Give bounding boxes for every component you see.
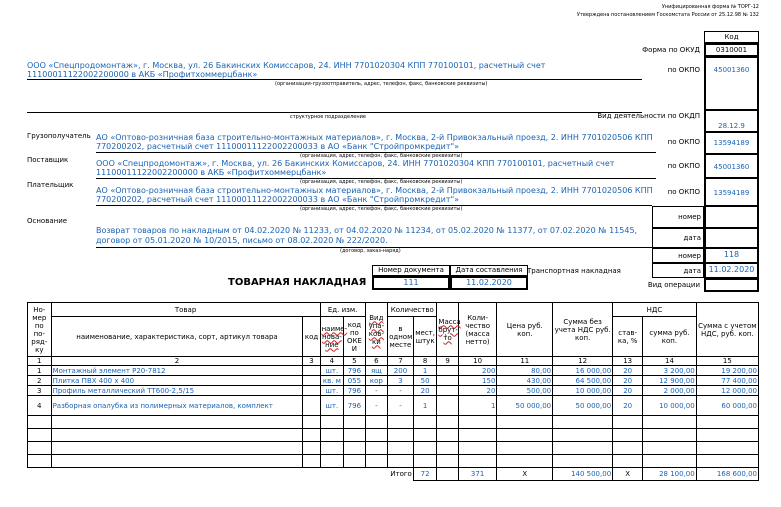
payer-text: АО «Оптово-розничная база строительно-монтажных материалов», г. Москва, 2-й Привокзальный проезд, 2. ИНН 7701020506 КПП 770200202, расчетный счет 11100011122002200033 в АО «Банк "Стройпромкредит"» <box>96 186 653 204</box>
cell-okei: 055 <box>344 376 365 386</box>
cell-rate: 20 <box>613 376 643 386</box>
operation-label: Вид операции <box>647 281 700 289</box>
cell-places: 1 <box>413 396 437 416</box>
h-num: Но-мер по по-ряд-ку <box>28 303 52 357</box>
okpo-payer-value: 13594189 <box>713 189 750 197</box>
cell-unit: шт. <box>320 396 344 416</box>
cell-price: 50 000,00 <box>497 396 553 416</box>
total-total: 168 600,00 <box>696 468 758 481</box>
cell-rate: 20 <box>613 366 643 376</box>
h-price: Цена руб. коп. <box>497 303 553 357</box>
col-num-10: 10 <box>458 357 497 366</box>
cell-vat: 2 000,00 <box>643 386 697 396</box>
doc-date-header-cell <box>450 265 528 276</box>
h-goods-name: наименование, характеристика, сорт, артикул товара <box>51 317 303 357</box>
okdp-value: 28.12.9 <box>718 122 745 130</box>
col-num-14: 14 <box>643 357 697 366</box>
table-row <box>28 396 759 416</box>
cell-okei: 796 <box>344 396 365 416</box>
cell-places: 20 <box>413 386 437 396</box>
cell-code <box>303 366 320 376</box>
h-qty: Количество <box>388 303 437 317</box>
cell-total: 77 400,00 <box>696 376 758 386</box>
cell-name: Профиль металлический ТТ600-2,5/15 <box>51 386 303 396</box>
okud-cell <box>704 43 759 57</box>
cell-one: 3 <box>388 376 414 386</box>
cell-sum: 16 000,00 <box>553 366 613 376</box>
okud-value: 0310001 <box>715 46 748 54</box>
cell-name: Монтажный элемент Р20-7812 <box>51 366 303 376</box>
okdp-label: Вид деятельности по ОКДП <box>597 112 700 120</box>
okpo-supplier-cell <box>704 154 759 178</box>
cell-gross <box>437 366 458 376</box>
table-row <box>28 376 759 386</box>
document-title: ТОВАРНАЯ НАКЛАДНАЯ <box>228 277 367 288</box>
total-vat: 28 100,00 <box>643 468 697 481</box>
okpo-shipper-cell <box>704 57 759 110</box>
col-num-8: 8 <box>413 357 437 366</box>
h-sum-novat: Сумма без учета НДС руб. коп. <box>553 303 613 357</box>
okdp-cell <box>704 110 759 132</box>
shipper-caption: (организация-грузоотправитель, адрес, телефон, факс, банковские реквизиты) <box>275 81 488 87</box>
h-unit-name-text: наиме-нова-ние <box>321 324 348 349</box>
transport-number-value: 118 <box>723 250 740 259</box>
okpo-payer-cell <box>704 178 759 206</box>
empty-row <box>28 416 759 429</box>
payer-caption: (организация, адрес, телефон, факс, банковские реквизиты) <box>300 206 463 212</box>
cell-places: 1 <box>413 366 437 376</box>
cell-n: 4 <box>28 396 52 416</box>
transport-number-cell <box>704 248 759 263</box>
cell-name: Плитка ПВХ 400 х 400 <box>51 376 303 386</box>
basis-caption: (договор, заказ-наряд) <box>340 248 401 254</box>
shipper-text: ООО «Спецпродомонтаж», г. Москва, ул. 26 Бакинских Комиссаров, 24. ИНН 7701020304 КПП 770100101, расчетный счет 11100011122002200000 в АКБ «Профитхоммерцбанк» <box>27 61 546 79</box>
column-numbers-row <box>28 357 759 366</box>
cell-price: 500,00 <box>497 386 553 396</box>
cell-unit: шт. <box>320 366 344 376</box>
doc-number: 111 <box>403 278 419 287</box>
doc-date: 11.02.2020 <box>466 278 512 287</box>
h-vat-rate: став-ка, % <box>613 317 643 357</box>
basis-date-cell <box>704 228 759 248</box>
basis-text: Возврат товаров по накладным от 04.02.2020 № 11233, от 04.02.2020 № 11234, от 05.02.2020 № 11377, от 07.02.2020 № 11545, договор от 05.01.2020 № 10/2015, письмо от 08.02.2020 № 222/2020. <box>96 226 638 245</box>
cell-sum: 10 000,00 <box>553 386 613 396</box>
transport-label: Транспортная накладная <box>527 267 621 275</box>
table-row <box>28 366 759 376</box>
h-unit-okei: код по ОКЕ И <box>344 317 365 357</box>
form-header-line1: Унифицированная форма № ТОРГ-12 <box>661 4 759 10</box>
col-num-12: 12 <box>553 357 613 366</box>
cell-code <box>303 396 320 416</box>
cell-one: - <box>388 396 414 416</box>
doc-date-header: Дата составления <box>455 266 523 274</box>
cell-pack: - <box>365 396 388 416</box>
empty-row <box>28 455 759 468</box>
col-num-2: 2 <box>51 357 303 366</box>
supplier-label: Поставщик <box>27 156 69 164</box>
cell-total: 12 000,00 <box>696 386 758 396</box>
cell-net: 150 <box>458 376 497 386</box>
h-vat: НДС <box>613 303 697 317</box>
basis-date-label-cell <box>652 228 704 248</box>
operation-cell <box>704 278 759 292</box>
cell-net: 1 <box>458 396 497 416</box>
h-unit: Ед. изм. <box>320 303 365 317</box>
table-row <box>28 386 759 396</box>
basis-number-label-cell <box>652 206 704 228</box>
total-net: 371 <box>458 468 497 481</box>
okud-label: Форма по ОКУД <box>642 46 700 54</box>
cell-code <box>303 376 320 386</box>
okpo-payer-label: по ОКПО <box>667 188 700 196</box>
col-num-6: 6 <box>365 357 388 366</box>
col-num-3: 3 <box>303 357 320 366</box>
col-num-1: 1 <box>28 357 52 366</box>
cell-net: 20 <box>458 386 497 396</box>
cell-total: 19 200,00 <box>696 366 758 376</box>
cell-sum: 50 000,00 <box>553 396 613 416</box>
consignee-label: Грузополучатель <box>27 132 91 140</box>
h-total: Сумма с учетом НДС, руб. коп. <box>696 303 758 357</box>
consignee-text: АО «Оптово-розничная база строительно-монтажных материалов», г. Москва, 2-й Привокзальный проезд, 2. ИНН 7701020506 КПП 770200202, расчетный счет 11100011122002200033 в АО «Банк "Стройпромкредит"» <box>96 133 653 151</box>
cell-price: 430,00 <box>497 376 553 386</box>
total-gross <box>437 468 458 481</box>
doc-number-cell <box>372 276 450 290</box>
totals-row <box>28 468 759 481</box>
table-rows <box>28 366 759 416</box>
basis-label: Основание <box>27 217 68 225</box>
transport-date-cell <box>704 263 759 278</box>
empty-row <box>28 442 759 455</box>
transport-number-label: номер <box>678 252 701 260</box>
cell-vat: 3 200,00 <box>643 366 697 376</box>
goods-table <box>27 302 759 481</box>
total-places: 72 <box>413 468 437 481</box>
h-gross <box>437 303 461 357</box>
cell-okei: 796 <box>344 366 365 376</box>
col-num-11: 11 <box>497 357 553 366</box>
transport-date-value: 11.02.2020 <box>708 265 755 274</box>
cell-rate: 20 <box>613 386 643 396</box>
cell-pack: - <box>365 386 388 396</box>
supplier-text: ООО «Спецпродомонтаж», г. Москва, ул. 26 Бакинских Комиссаров, 24. ИНН 7701020304 КПП 770100101, расчетный счет 11100011122002200000 в АКБ «Профитхоммерцбанк» <box>96 159 615 177</box>
total-rate: Х <box>613 468 643 481</box>
h-goods: Товар <box>51 303 320 317</box>
h-pack <box>365 303 388 357</box>
doc-date-cell <box>450 276 528 290</box>
form-header-line2: Утверждена постановлением Госкомстата России от 25.12.98 № 132 <box>576 12 759 18</box>
okpo-shipper-value: 45001360 <box>713 66 750 74</box>
cell-total: 60 000,00 <box>696 396 758 416</box>
h-qty-one: в одном месте <box>388 317 414 357</box>
basis-date-label: дата <box>683 234 701 242</box>
okpo-consignee-label: по ОКПО <box>667 138 700 146</box>
col-num-13: 13 <box>613 357 643 366</box>
cell-n: 2 <box>28 376 52 386</box>
cell-rate: 20 <box>613 396 643 416</box>
okpo-shipper-label: по ОКПО <box>667 66 700 74</box>
transport-date-label-cell <box>652 263 704 278</box>
cell-vat: 10 000,00 <box>643 396 697 416</box>
codes-header-cell <box>704 31 759 43</box>
h-goods-code: код <box>303 317 320 357</box>
cell-unit: кв. м <box>320 376 344 386</box>
cell-n: 1 <box>28 366 52 376</box>
total-label: Итого <box>28 468 414 481</box>
cell-places: 50 <box>413 376 437 386</box>
h-gross-text: Масса брут-то <box>438 317 461 342</box>
col-num-5: 5 <box>344 357 365 366</box>
cell-name: Разборная опалубка из полимерных материалов, комплект <box>51 396 303 416</box>
cell-gross <box>437 396 458 416</box>
basis-number-label: номер <box>678 213 701 221</box>
cell-one: 200 <box>388 366 414 376</box>
subdivision-caption: структурное подразделение <box>290 114 366 120</box>
supplier-caption: (организация, адрес, телефон, факс, банковские реквизиты) <box>300 179 463 185</box>
cell-pack: кор <box>365 376 388 386</box>
codes-header: Код <box>724 33 739 41</box>
h-net: Коли-чество (масса нетто) <box>458 303 497 357</box>
cell-unit: шт. <box>320 386 344 396</box>
okpo-consignee-cell <box>704 132 759 154</box>
h-unit-name <box>320 317 348 357</box>
h-pack-text: Вид упа-ков-ки <box>368 313 385 346</box>
cell-pack: ящ <box>365 366 388 376</box>
col-num-9: 9 <box>437 357 458 366</box>
h-qty-places: мест, штук <box>413 317 437 357</box>
transport-date-label: дата <box>683 267 701 275</box>
okpo-consignee-value: 13594189 <box>713 139 750 147</box>
cell-price: 80,00 <box>497 366 553 376</box>
transport-number-label-cell <box>652 248 704 263</box>
cell-sum: 64 500,00 <box>553 376 613 386</box>
cell-one: - <box>388 386 414 396</box>
total-sum: 140 500,00 <box>553 468 613 481</box>
col-num-4: 4 <box>320 357 344 366</box>
basis-number-cell <box>704 206 759 228</box>
col-num-7: 7 <box>388 357 414 366</box>
total-price: Х <box>497 468 553 481</box>
cell-vat: 12 900,00 <box>643 376 697 386</box>
cell-n: 3 <box>28 386 52 396</box>
cell-okei: 796 <box>344 386 365 396</box>
col-num-15: 15 <box>696 357 758 366</box>
cell-net: 200 <box>458 366 497 376</box>
h-vat-sum: сумма руб. коп. <box>643 317 697 357</box>
consignee-caption: (организация, адрес, телефон, факс, банковские реквизиты) <box>300 153 463 159</box>
doc-number-header-cell <box>372 265 450 276</box>
okpo-supplier-label: по ОКПО <box>667 162 700 170</box>
cell-gross <box>437 386 458 396</box>
cell-gross <box>437 376 458 386</box>
cell-code <box>303 386 320 396</box>
payer-label: Плательщик <box>27 181 74 189</box>
okpo-supplier-value: 45001360 <box>713 163 750 171</box>
empty-row <box>28 429 759 442</box>
doc-number-header: Номер документа <box>378 266 444 274</box>
